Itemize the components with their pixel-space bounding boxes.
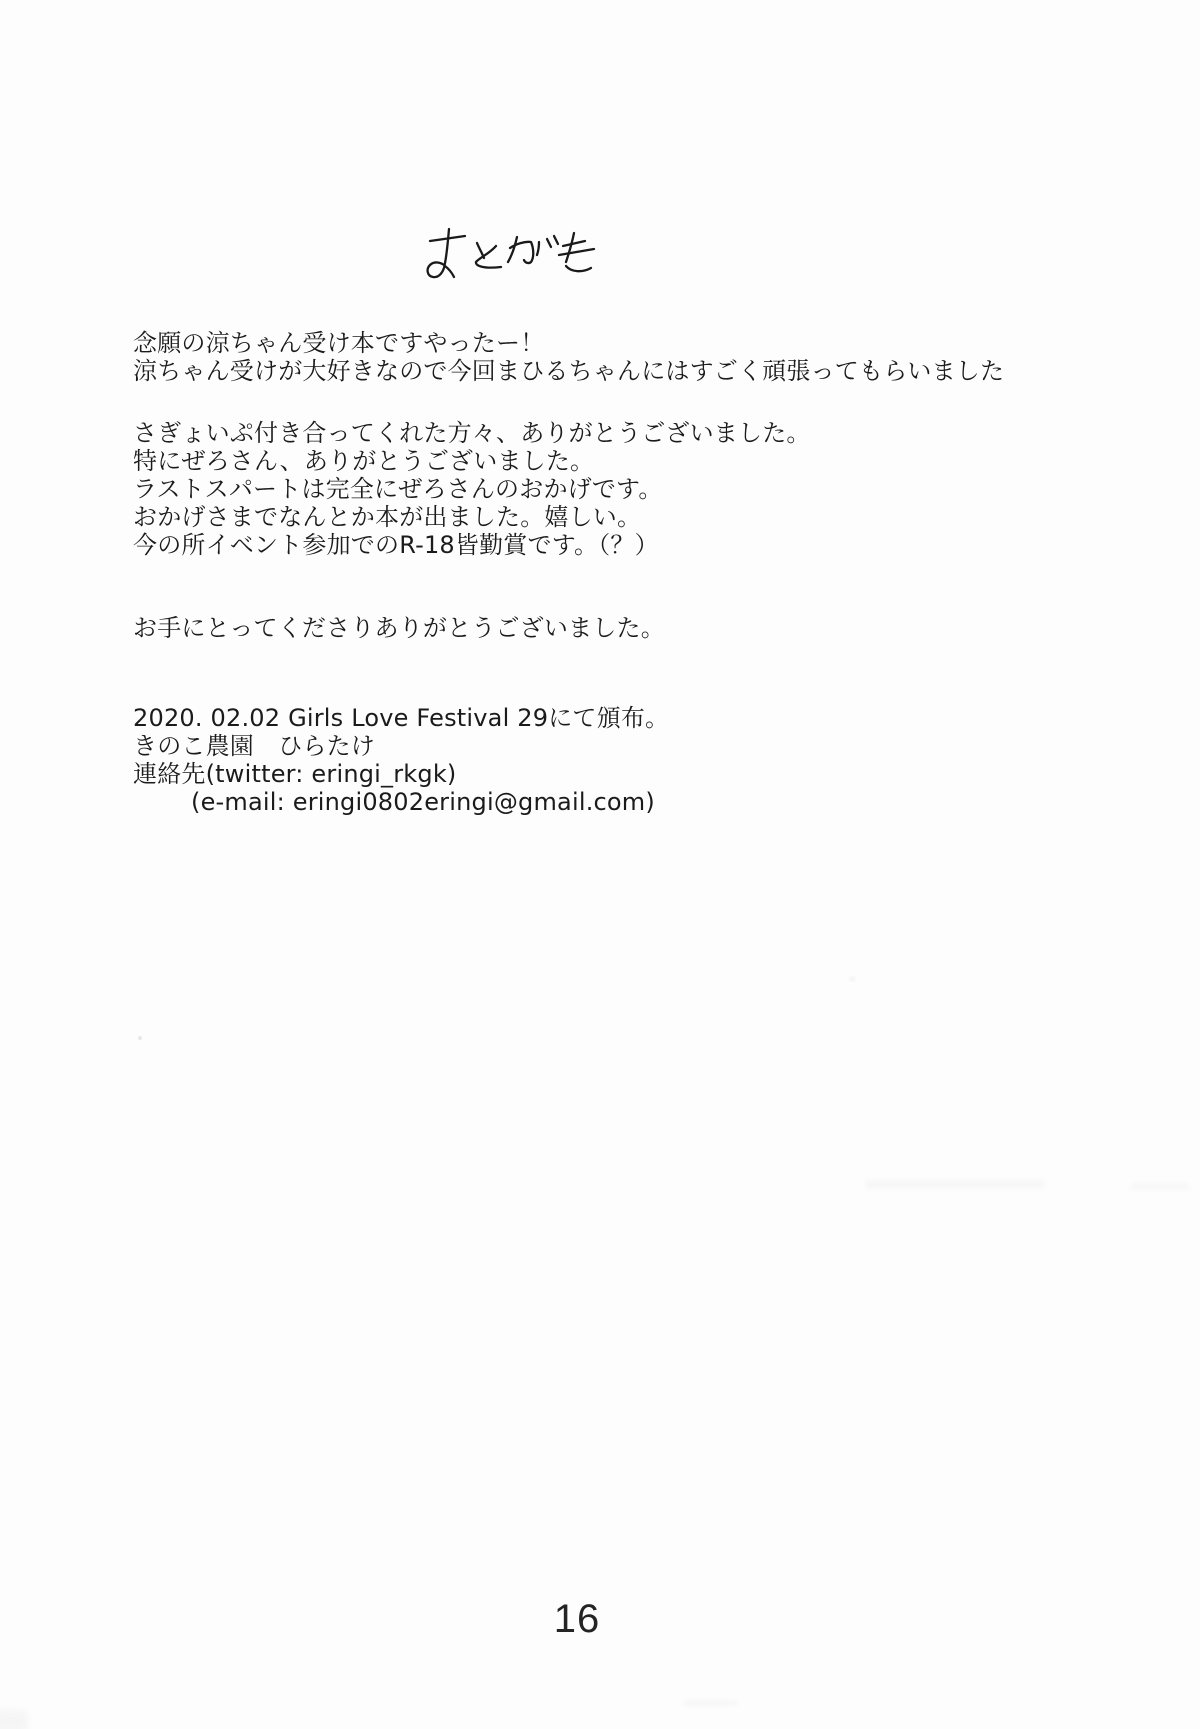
afterword-text <box>133 329 1093 816</box>
colophon-event-line: 2020. 02.02 Girls Love Festival 29にて頒布。 <box>133 704 670 732</box>
text-line: おかげさまでなんとか本が出ました。嬉しい。 <box>133 503 642 531</box>
text-line: お手にとってくださりありがとうございました。 <box>133 614 665 642</box>
colophon-circle-line: きのこ農園 ひらたけ <box>133 732 375 760</box>
colophon <box>133 704 1093 816</box>
afterword-paragraph-thanks <box>133 419 1093 559</box>
text-line: 念願の涼ちゃん受け本ですやったー！ <box>133 329 545 357</box>
text-line: 特にぜろさん、ありがとうございました。 <box>133 447 595 475</box>
page-number: 16 <box>553 1597 601 1641</box>
colophon-twitter-line: 連絡先(twitter: eringi_rkgk) <box>133 760 457 788</box>
scan-speck <box>683 1700 738 1706</box>
colophon-email-line: (e-mail: eringi0802eringi@gmail.com) <box>191 788 655 816</box>
scan-smudge <box>1130 1183 1190 1190</box>
scan-corner-shadow <box>0 1710 28 1729</box>
text-line: ラストスパートは完全にぜろさんのおかげです。 <box>133 475 663 503</box>
text-line: さぎょいぷ付き合ってくれた方々、ありがとうございました。 <box>133 419 811 447</box>
scan-speck <box>849 976 856 982</box>
afterword-paragraph-reader-thanks <box>133 614 1093 642</box>
scan-smudge <box>865 1180 1045 1189</box>
scan-dot <box>138 1036 142 1040</box>
text-line: 涼ちゃん受けが大好きなので今回まひるちゃんにはすごく頑張ってもらいました <box>133 357 1005 385</box>
text-line: 今の所イベント参加でのR-18皆勤賞です。（？） <box>133 531 659 559</box>
afterword-paragraph-intro <box>133 329 1093 385</box>
afterword-title-handwriting <box>420 213 610 297</box>
